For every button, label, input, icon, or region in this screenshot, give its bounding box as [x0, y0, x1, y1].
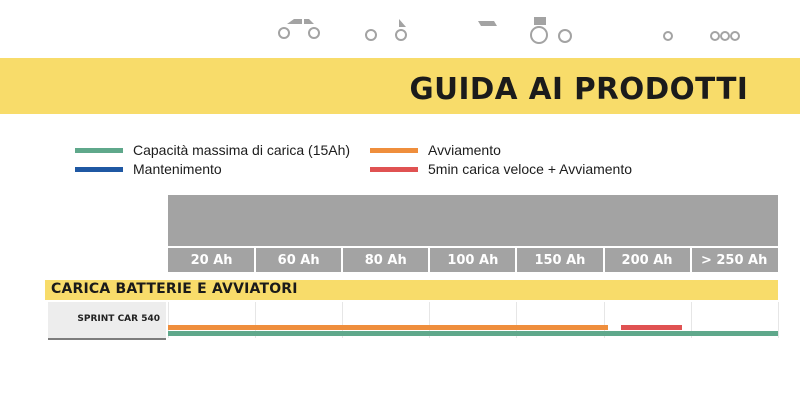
capacity-label-2: 80 Ah [364, 252, 407, 268]
legend-label-start: Avviamento [428, 142, 501, 158]
page-title: GUIDA AI PRODOTTI [409, 72, 749, 107]
legend-label-capacity: Capacità massima di carica (15Ah) [133, 142, 351, 158]
van-icon [342, 0, 430, 52]
legend-item-start [370, 141, 501, 159]
capacity-divider-4 [515, 248, 517, 272]
capacity-label-0: 20 Ah [190, 252, 233, 268]
capacity-label-5: 200 Ah [621, 252, 673, 268]
capacity-label-6: > 250 Ah [700, 252, 768, 268]
legend-item-capacity [75, 141, 350, 159]
capacity-label-1: 60 Ah [277, 252, 320, 268]
legend [75, 141, 715, 181]
legend-item-maintenance [75, 160, 222, 178]
capacity-label-3: 100 Ah [447, 252, 499, 268]
bar-0-2 [168, 331, 778, 336]
legend-swatch-maintenance [75, 167, 123, 172]
capacity-label-4: 150 Ah [534, 252, 586, 268]
grid-line-7 [778, 302, 779, 338]
header-separator [168, 246, 778, 248]
legend-item-fast-charge [370, 160, 632, 178]
capacity-divider-6 [690, 248, 692, 272]
car-icon [255, 0, 342, 52]
product-row-label: SPRINT CAR 540 [77, 314, 160, 324]
capacity-divider-5 [603, 248, 605, 272]
title-banner [0, 58, 800, 114]
section-title: CARICA BATTERIE E AVVIATORI [51, 281, 298, 297]
bar-0-1 [621, 325, 682, 330]
capacity-divider-2 [341, 248, 343, 272]
motorcycle-icon [168, 0, 255, 52]
bar-0-0 [168, 325, 608, 330]
legend-swatch-capacity [75, 148, 123, 153]
capacity-divider-3 [428, 248, 430, 272]
section-bar [45, 280, 778, 300]
legend-swatch-fast-charge [370, 167, 418, 172]
product-row-label-box [48, 302, 166, 340]
truck-icon [628, 0, 778, 52]
legend-swatch-start [370, 148, 418, 153]
excavator-icon [568, 0, 628, 52]
legend-label-maintenance: Mantenimento [133, 161, 222, 177]
capacity-divider-1 [254, 248, 256, 272]
legend-label-fast-charge: 5min carica veloce + Avviamento [428, 161, 633, 177]
